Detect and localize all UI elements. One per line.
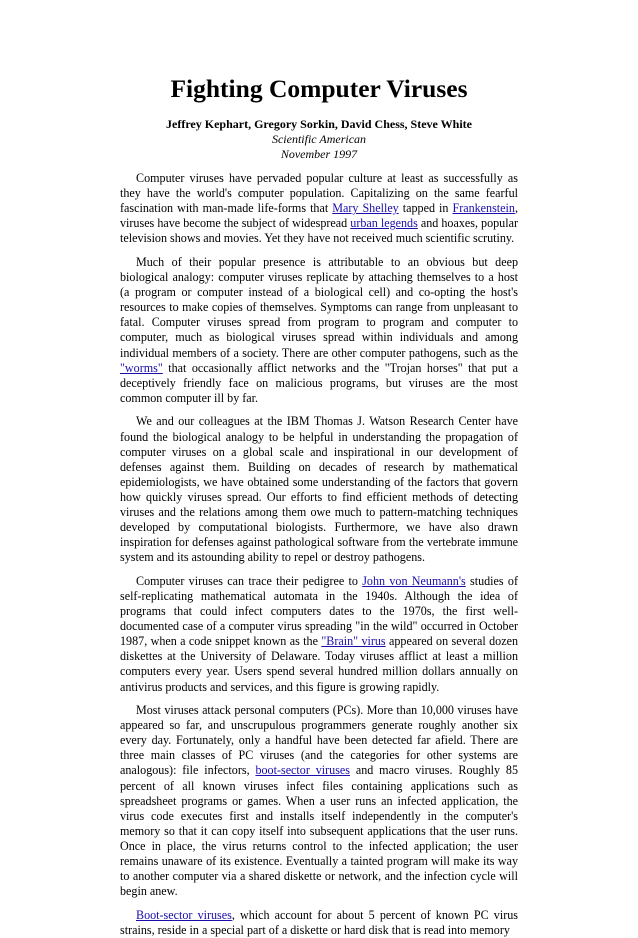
- paragraph-text: and hoaxes, popular television shows and movies. Yet they have not received much scientific scrutiny.: [120, 216, 518, 246]
- author-list: Jeffrey Kephart, Gregory Sorkin, David Chess, Steve White: [166, 117, 472, 131]
- article-body: [120, 171, 518, 938]
- paragraph-text: tapped in: [398, 201, 453, 216]
- paragraph-text: that occasionally afflict networks and the "Trojan horses" that put a deceptively friendly face on malicious programs, but viruses are the most common computer ill by far.: [120, 360, 518, 405]
- publication-name: Scientific American: [271, 132, 367, 146]
- paragraph-text: and macro viruses. Roughly 85 percent of all known viruses infect files containing applications such as spreadsheet programs or games. When a user runs an infected application, the virus code executes first and installs itself independently in the computer's memory so that it can copy itself into subsequent applications that the user runs. Once in place, the virus returns control to the infected application; the user remains unaware of its existence. Eventually a tainted program will make its way to another computer via a shared diskette or network, and the infection cycle will begin anew.: [120, 763, 518, 899]
- paragraph-text: Most viruses attack personal computers (PCs). More than 10,000 viruses have appeared so far, and unscrupulous programmers generate roughly another six every day. Fortunately, only a handful have been detected far afield. There are three main classes of PC viruses (and the categories for other systems are analogous): file infectors,: [120, 703, 518, 778]
- paragraph: [120, 703, 518, 899]
- inline-link[interactable]: Frankenstein: [452, 201, 515, 216]
- article-title: Fighting Computer Viruses: [170, 74, 468, 103]
- publication-date: November 1997: [280, 147, 358, 161]
- paragraph-text: studies of self-replicating mathematical automata in the 1940s. Although the idea of programs that could infect computers dates to the 1970s, the first well-documented case of a computer virus spreading "in the wild" occurred in October 1987, when a code snippet known as the: [120, 573, 518, 649]
- paragraph-text: , which account for about 5 percent of known PC virus strains, reside in a special part of a diskette or hard disk that is read into memory: [120, 907, 518, 937]
- inline-link[interactable]: "Brain" virus: [321, 634, 386, 649]
- inline-link[interactable]: boot-sector viruses: [255, 763, 350, 778]
- paragraph: [120, 414, 518, 565]
- inline-link[interactable]: "worms": [120, 360, 163, 375]
- inline-link[interactable]: Mary Shelley: [332, 201, 399, 216]
- paragraph-text: appeared on several dozen diskettes at the University of Delaware. Today viruses afflict at least a million computers every year. Users spend several hundred million dollars annually on antivirus products and services, and this figure is growing rapidly.: [120, 634, 519, 694]
- paragraph-text: Computer viruses have pervaded popular culture at least as successfully as they have the world's computer population. Capitalizing on the same fearful fascination with man-made life-forms that: [120, 171, 518, 216]
- paragraph-text: , viruses have become the subject of widespread: [120, 201, 518, 231]
- paragraph: [120, 908, 518, 938]
- paragraph: [120, 171, 518, 246]
- inline-link[interactable]: John von Neumann's: [362, 573, 466, 588]
- paragraph: [120, 255, 518, 406]
- inline-link[interactable]: Boot-sector viruses: [136, 907, 232, 922]
- paragraph-text: We and our colleagues at the IBM Thomas J. Watson Research Center have found the biological analogy to be helpful in understanding the propagation of computer viruses on a global scale and inspirational in our development of defenses against them. Building on decades of research by mathematical epidemiologists, we have obtained some understanding of the factors that govern how quickly viruses spread. Our efforts to find efficient methods of detecting viruses and the relations among them owe much to pattern-matching techniques developed by computational biologists. Furthermore, we have also drawn inspiration for defenses against pathological software from the vertebrate immune system and its astounding ability to repel or destroy pathogens.: [120, 414, 518, 565]
- paragraph: [120, 574, 518, 695]
- inline-link[interactable]: urban legends: [350, 216, 418, 231]
- paragraph-text: Computer viruses can trace their pedigree to: [136, 573, 363, 588]
- paragraph-text: Much of their popular presence is attributable to an obvious but deep biological analogy: computer viruses replicate by attaching themselves to a host (a program or computer instead of a biological cell) and co-opting the host's resources to make copies of themselves. Symptoms can range from unpleasant to fatal. Computer viruses spread from program to program and computer to computer, much as biological viruses spread within individuals and among individual members of a society. There are other computer pathogens, such as the: [120, 254, 518, 360]
